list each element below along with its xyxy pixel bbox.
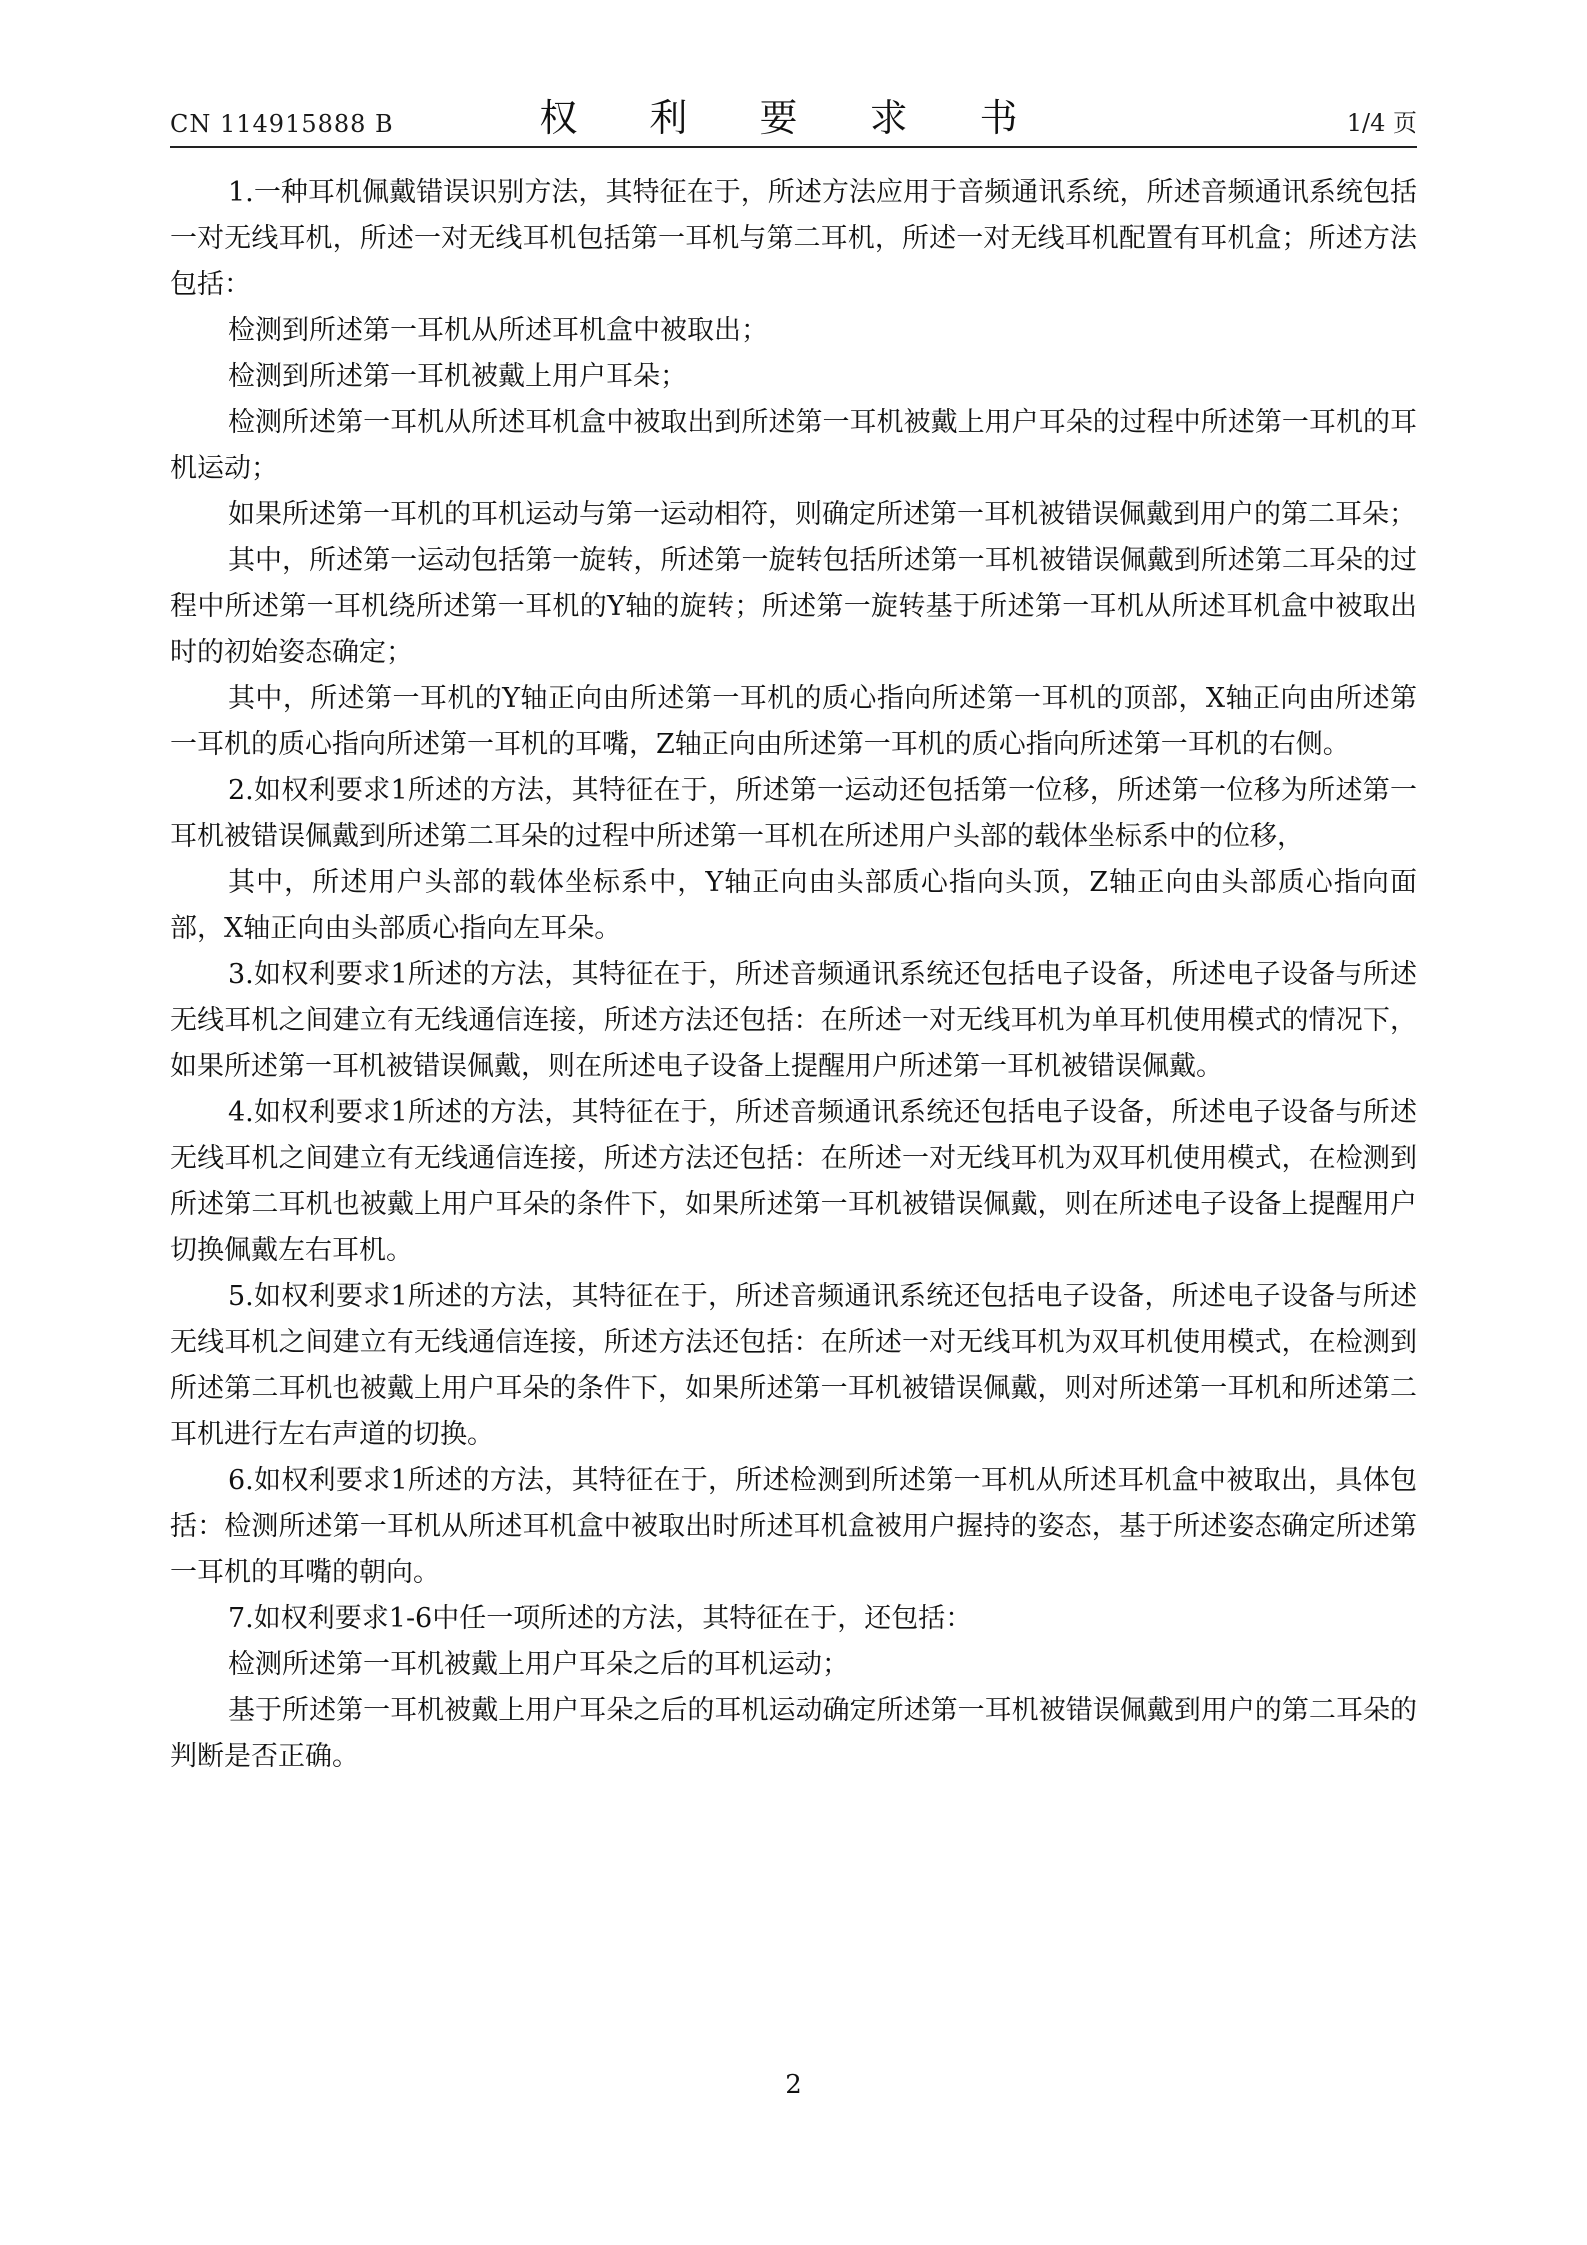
patent-number: CN 114915888 B bbox=[170, 110, 394, 138]
claim-paragraph: 5.如权利要求1所述的方法，其特征在于，所述音频通讯系统还包括电子设备，所述电子设备与所述无线耳机之间建立有无线通信连接，所述方法还包括：在所述一对无线耳机为双耳机使用模式，在检测到所述第二耳机也被戴上用户耳朵的条件下，如果所述第一耳机被错误佩戴，则对所述第一耳机和所述第二耳机进行左右声道的切换。 bbox=[170, 1281, 1417, 1450]
claim-paragraph: 其中，所述用户头部的载体坐标系中，Y轴正向由头部质心指向头顶，Z轴正向由头部质心指向面部，X轴正向由头部质心指向左耳朵。 bbox=[170, 867, 1417, 944]
claim-paragraph: 1.一种耳机佩戴错误识别方法，其特征在于，所述方法应用于音频通讯系统，所述音频通讯系统包括一对无线耳机，所述一对无线耳机包括第一耳机与第二耳机，所述一对无线耳机配置有耳机盒；所述方法包括： bbox=[170, 177, 1417, 300]
claim-paragraph: 3.如权利要求1所述的方法，其特征在于，所述音频通讯系统还包括电子设备，所述电子设备与所述无线耳机之间建立有无线通信连接，所述方法还包括：在所述一对无线耳机为单耳机使用模式的情况下，如果所述第一耳机被错误佩戴，则在所述电子设备上提醒用户所述第一耳机被错误佩戴。 bbox=[170, 959, 1417, 1082]
claims-body bbox=[170, 170, 1417, 1780]
claim-paragraph: 2.如权利要求1所述的方法，其特征在于，所述第一运动还包括第一位移，所述第一位移为所述第一耳机被错误佩戴到所述第二耳朵的过程中所述第一耳机在所述用户头部的载体坐标系中的位移， bbox=[170, 775, 1417, 852]
page-header bbox=[170, 88, 1417, 148]
claim-paragraph: 7.如权利要求1-6中任一项所述的方法，其特征在于，还包括： bbox=[228, 1603, 973, 1634]
claim-paragraph: 其中，所述第一耳机的Y轴正向由所述第一耳机的质心指向所述第一耳机的顶部，X轴正向由所述第一耳机的质心指向所述第一耳机的耳嘴，Z轴正向由所述第一耳机的质心指向所述第一耳机的右侧。 bbox=[170, 683, 1417, 760]
header-divider bbox=[170, 146, 1417, 148]
claim-paragraph: 6.如权利要求1所述的方法，其特征在于，所述检测到所述第一耳机从所述耳机盒中被取出，具体包括：检测所述第一耳机从所述耳机盒中被取出时所述耳机盒被用户握持的姿态，基于所述姿态确定所述第一耳机的耳嘴的朝向。 bbox=[170, 1465, 1417, 1588]
claim-paragraph: 其中，所述第一运动包括第一旋转，所述第一旋转包括所述第一耳机被错误佩戴到所述第二耳朵的过程中所述第一耳机绕所述第一耳机的Y轴的旋转；所述第一旋转基于所述第一耳机从所述耳机盒中被取出时的初始姿态确定； bbox=[170, 545, 1417, 668]
claim-paragraph: 检测到所述第一耳机从所述耳机盒中被取出； bbox=[228, 315, 768, 346]
claim-paragraph: 检测所述第一耳机被戴上用户耳朵之后的耳机运动； bbox=[228, 1649, 849, 1680]
claim-paragraph: 检测所述第一耳机从所述耳机盒中被取出到所述第一耳机被戴上用户耳朵的过程中所述第一耳机的耳机运动； bbox=[170, 407, 1417, 484]
claim-paragraph: 基于所述第一耳机被戴上用户耳朵之后的耳机运动确定所述第一耳机被错误佩戴到用户的第二耳朵的判断是否正确。 bbox=[170, 1695, 1417, 1772]
document-title: 权 利 要 求 书 bbox=[539, 96, 1048, 140]
claim-paragraph: 4.如权利要求1所述的方法，其特征在于，所述音频通讯系统还包括电子设备，所述电子设备与所述无线耳机之间建立有无线通信连接，所述方法还包括：在所述一对无线耳机为双耳机使用模式，在检测到所述第二耳机也被戴上用户耳朵的条件下，如果所述第一耳机被错误佩戴，则在所述电子设备上提醒用户切换佩戴左右耳机。 bbox=[170, 1097, 1417, 1266]
page-indicator: 1/4 页 bbox=[1346, 109, 1417, 137]
page-number: 2 bbox=[785, 2070, 802, 2100]
claim-paragraph: 如果所述第一耳机的耳机运动与第一运动相符，则确定所述第一耳机被错误佩戴到用户的第二耳朵； bbox=[228, 499, 1416, 530]
claim-paragraph: 检测到所述第一耳机被戴上用户耳朵； bbox=[228, 361, 687, 392]
